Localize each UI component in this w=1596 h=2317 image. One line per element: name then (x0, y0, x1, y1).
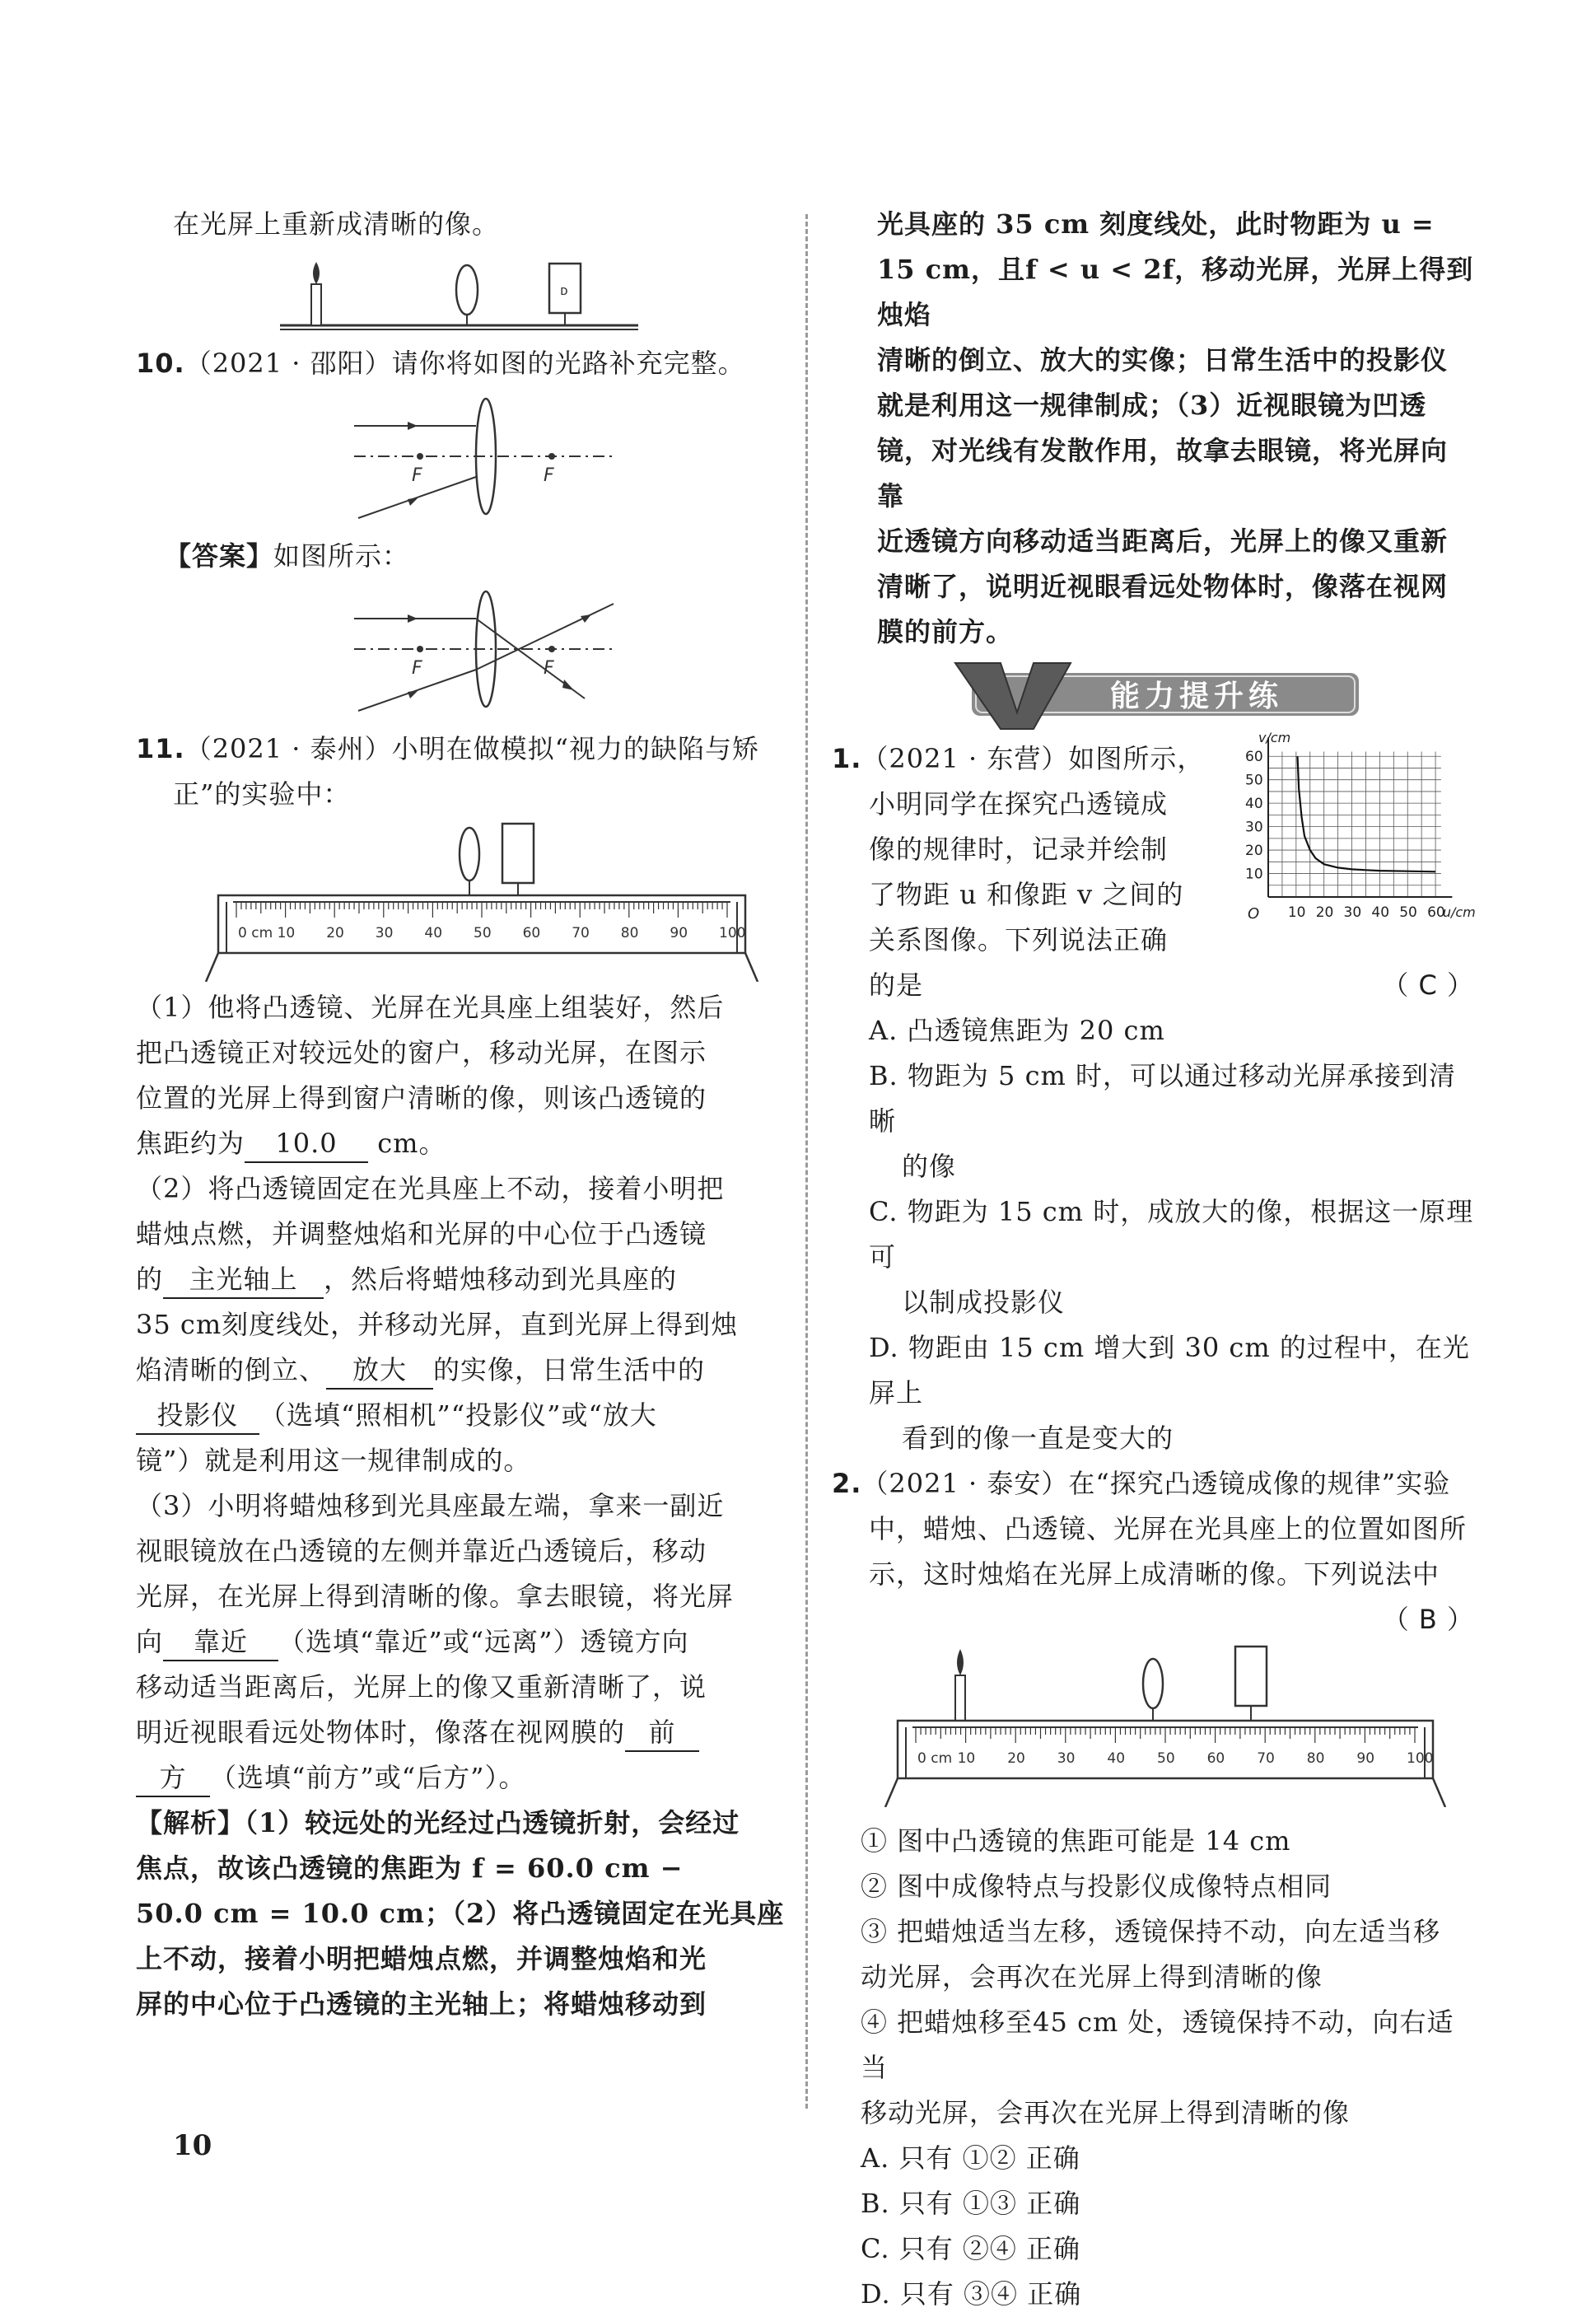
q11-part3-line5: 移动适当距离后，光屏上的像又重新清晰了，说 (136, 1671, 707, 1703)
q11-number: 11. (136, 733, 185, 764)
q11-analysis-line3: 50.0 cm = 10.0 cm；（2）将凸透镜固定在光具座 (136, 1898, 785, 1929)
x-tick-label: 10 (1287, 904, 1306, 921)
ruler-label: 10 (277, 925, 296, 941)
q11-part3-line2: 视眼镜放在凸透镜的左侧并靠近凸透镜后，移动 (136, 1535, 707, 1567)
q10-focus-label-right: F (544, 465, 554, 486)
analysis-cont-line3: 清晰的倒立、放大的实像；日常生活中的投影仪 (877, 344, 1449, 376)
ruler-label: 70 (1257, 1750, 1275, 1767)
ruler-label: 20 (326, 925, 344, 941)
q11-p2-line5-post: 的实像，日常生活中的 (433, 1354, 706, 1385)
q11-p1-pre: 焦距约为 (136, 1128, 245, 1159)
q2-statement-1: ① 图中凸透镜的焦距可能是 14 cm (861, 1825, 1291, 1857)
ruler-label: 30 (375, 925, 394, 941)
q1-line2: 小明同学在探究凸透镜成 (869, 788, 1169, 820)
q10-focus-label-left: F (412, 465, 422, 486)
ruler-label: 80 (1306, 1750, 1325, 1767)
ruler-label: 90 (1356, 1750, 1375, 1767)
left-column (136, 202, 795, 2027)
ruler-label: 0 cm (917, 1750, 953, 1767)
q11-part1-line4 (136, 1121, 795, 1166)
q2-number: 2. (832, 1468, 862, 1499)
ability-section-banner (832, 655, 1474, 733)
q11-p3-line6-pre: 明近视眼看远处物体时，像落在视网膜的 (136, 1717, 626, 1748)
uv-chart-grid (1268, 752, 1441, 897)
y-tick-label: 60 (1245, 749, 1263, 766)
q11-optical-bench (136, 817, 795, 982)
q1-answer: （ C ） (1382, 969, 1474, 1001)
y-tick-label: 50 (1245, 772, 1263, 789)
q2-optical-bench (832, 1642, 1474, 1807)
ruler-label: 90 (670, 925, 688, 941)
analysis-cont-line6: 近透镜方向移动适当距离后，光屏上的像又重新 (877, 526, 1449, 557)
q1-option-b-cont: 的像 (902, 1151, 957, 1182)
svg-text:F: F (544, 658, 554, 679)
q11-p1-post: cm。 (377, 1128, 446, 1159)
q10-answer (165, 534, 795, 579)
q11-part1-line1: （1）他将凸透镜、光屏在光具座上组装好，然后 (136, 992, 725, 1023)
y-tick-label: 40 (1245, 796, 1263, 813)
q2-statement-2: ② 图中成像特点与投影仪成像特点相同 (861, 1871, 1332, 1902)
y-tick-label: 10 (1245, 866, 1263, 883)
q11-answer-closer: 靠近 (163, 1623, 278, 1661)
q11-answer-magnified: 放大 (326, 1352, 433, 1390)
q1-option-d-cont: 看到的像一直是变大的 (902, 1422, 1174, 1454)
q11-part2-line4: 35 cm刻度线处，并移动光屏，直到光屏上得到烛 (136, 1309, 739, 1340)
q11-answer-front-b: 方 (136, 1759, 210, 1797)
ruler-label: 0 cm (238, 925, 273, 941)
q1-line6 (869, 963, 1474, 1008)
q10-answer-diagram (136, 579, 795, 723)
q2-text-1: （2021 · 泰安）在“探究凸透镜成像的规律”实验 (861, 1468, 1451, 1499)
q2-ruler-ticks (916, 1728, 1415, 1743)
right-column (832, 202, 1474, 2317)
q2-answer: （ B ） (1382, 1604, 1474, 1635)
q11-part3-line7 (136, 1755, 795, 1801)
q11-part2-line3 (136, 1257, 795, 1302)
q11-stem-line1 (136, 726, 795, 772)
q11-part2-line2: 蜡烛点燃，并调整烛焰和光屏的中心位于凸透镜 (136, 1218, 707, 1250)
q11-part2-line6 (136, 1393, 795, 1438)
origin-label: O (1248, 905, 1260, 923)
y-tick-label: 30 (1245, 819, 1263, 836)
q11-analysis-tag: 【解析】 (136, 1807, 245, 1838)
q2-line2: 中，蜡烛、凸透镜、光屏在光具座上的位置如图所 (869, 1513, 1468, 1544)
q11-part2-line7: 镜”）就是利用这一规律制成的。 (136, 1445, 531, 1476)
q11-answer-front-a: 前 (625, 1714, 699, 1752)
q1-line3: 像的规律时，记录并绘制 (869, 834, 1169, 865)
q2-option-c: C. 只有 ②④ 正确 (861, 2233, 1081, 2264)
q11-ruler-labels (238, 925, 745, 941)
q11-part1-line3: 位置的光屏上得到窗户清晰的像，则该凸透镜的 (136, 1082, 707, 1114)
page-number: 10 (173, 2129, 212, 2162)
analysis-cont-line7: 清晰了，说明近视眼看远处物体时，像落在视网 (877, 571, 1449, 602)
q2-ruler-labels (917, 1750, 1433, 1767)
ruler-label: 20 (1007, 1750, 1025, 1767)
q10-ray-diagram (136, 386, 795, 530)
analysis-cont-line5: 镜，对光线有发散作用，故拿去眼镜，将光屏向靠 (877, 435, 1449, 512)
ruler-label: 10 (957, 1750, 976, 1767)
ruler-label: 60 (1206, 1750, 1225, 1767)
analysis-cont-line4: 就是利用这一规律制成；（3）近视眼镜为凹透 (877, 390, 1427, 421)
q11-analysis-line5: 屏的中心位于凸透镜的主光轴上；将蜡烛移动到 (136, 1988, 707, 2020)
x-tick-label: 50 (1399, 904, 1417, 921)
q2-statement-3: ③ 把蜡烛适当左移，透镜保持不动，向左适当移 (861, 1916, 1441, 1947)
intro-line: 在光屏上重新成清晰的像。 (173, 208, 500, 240)
q10-answer-tag: 【答案】 (165, 540, 274, 572)
q11-p2-line6-post: （选填“照相机”“投影仪”或“放大 (259, 1399, 657, 1431)
q11-part2-line1: （2）将凸透镜固定在光具座上不动，接着小明把 (136, 1173, 725, 1204)
svg-text:F: F (412, 658, 422, 679)
ruler-label: 60 (522, 925, 541, 941)
svg-text:ᴅ: ᴅ (560, 283, 568, 298)
q2-statement-4-cont: 移动光屏，会再次在光屏上得到清晰的像 (861, 2097, 1351, 2128)
ruler-label: 100 (719, 925, 746, 941)
q10-answer-text: 如图所示： (273, 540, 410, 572)
q2-option-a: A. 只有 ①② 正确 (861, 2142, 1080, 2174)
q11-answer-projector: 投影仪 (136, 1397, 259, 1435)
y-axis-label: v/cm (1258, 730, 1291, 746)
ruler-label: 30 (1057, 1750, 1076, 1767)
optical-bench-figure-1 (136, 247, 795, 338)
q2-line1 (832, 1461, 1474, 1507)
q2-option-d: D. 只有 ③④ 正确 (861, 2278, 1082, 2310)
q2-block (832, 1461, 1474, 2317)
q1-option-c: C. 物距为 15 cm 时，成放大的像，根据这一原理可 (869, 1196, 1474, 1273)
q1-block (832, 730, 1476, 1461)
q10-stem (136, 341, 795, 386)
ruler-label: 100 (1407, 1750, 1434, 1767)
q1-number: 1. (832, 743, 862, 774)
analysis-cont-line2: 15 cm，且f < u < 2f，移动光屏，光屏上得到烛焰 (877, 254, 1474, 330)
q11-analysis-line2: 焦点，故该凸透镜的焦距为 f = 60.0 cm − (136, 1852, 684, 1884)
x-tick-label: 20 (1315, 904, 1334, 921)
analysis-cont-line8: 膜的前方。 (877, 616, 1014, 647)
x-tick-label: 40 (1371, 904, 1390, 921)
q11-p3-post: （选填“靠近”或“远离”）透镜方向 (278, 1626, 689, 1657)
x-tick-label: 30 (1343, 904, 1362, 921)
q11-analysis-line1 (136, 1801, 795, 1846)
q11-ruler-ticks (236, 903, 727, 918)
ruler-label: 50 (1157, 1750, 1175, 1767)
q2-option-b: B. 只有 ①③ 正确 (861, 2188, 1081, 2219)
ruler-label: 40 (1107, 1750, 1126, 1767)
q11-analysis-text-1: （1）较远处的光经过凸透镜折射，会经过 (245, 1807, 740, 1838)
q2-answer-row (832, 1597, 1474, 1642)
analysis-cont-line1: 光具座的 35 cm 刻度线处，此时物距为 u = (877, 208, 1435, 240)
q11-part2-line5 (136, 1348, 795, 1393)
q2-line3: 示，这时烛焰在光屏上成清晰的像。下列说法中 (869, 1558, 1440, 1590)
q11-part1-line2: 把凸透镜正对较远处的窗户，移动光屏，在图示 (136, 1037, 707, 1068)
ruler-label: 80 (620, 925, 639, 941)
q1-option-c-cont: 以制成投影仪 (902, 1287, 1066, 1318)
q11-p3-line7-post: （选填“前方”或“后方”）。 (210, 1762, 526, 1793)
q10-number: 10. (136, 348, 185, 379)
q1-line4: 了物距 u 和像距 v 之间的 (869, 879, 1184, 910)
q1-text-6: 的是 (869, 969, 924, 1001)
q11-stem-line2: 正”的实验中： (173, 778, 351, 810)
ruler-label: 40 (424, 925, 443, 941)
uv-chart (1219, 728, 1482, 942)
ruler-label: 70 (572, 925, 590, 941)
q11-answer-focal-length: 10.0 (245, 1125, 368, 1163)
q10-text: （2021 · 邵阳）请你将如图的光路补充完整。 (184, 348, 745, 379)
q2-statement-3-cont: 动光屏，会再次在光屏上得到清晰的像 (861, 1961, 1323, 1992)
q11-p2-post: ，然后将蜡烛移动到光具座的 (324, 1264, 678, 1295)
uv-curve (1298, 756, 1436, 871)
x-tick-label: 60 (1427, 904, 1445, 921)
banner-title: 能力提升练 (1110, 680, 1284, 713)
ruler-label: 50 (474, 925, 492, 941)
q11-text-1: （2021 · 泰州）小明在做模拟“视力的缺陷与矫 (184, 733, 760, 764)
x-axis-label: u/cm (1442, 904, 1476, 920)
q11-answer-axis: 主光轴上 (163, 1261, 324, 1299)
q11-p3-pre: 向 (136, 1626, 164, 1657)
q11-p2-pre: 的 (136, 1264, 164, 1295)
q1-option-b: B. 物距为 5 cm 时，可以通过移动光屏承接到清晰 (869, 1060, 1457, 1137)
y-tick-label: 20 (1245, 843, 1263, 860)
q11-p2-line5-pre: 焰清晰的倒立、 (136, 1354, 327, 1385)
column-divider (805, 214, 808, 2109)
q1-text-1: （2021 · 东营）如图所示， (861, 743, 1205, 774)
q11-part3-line1: （3）小明将蜡烛移到光具座最左端，拿来一副近 (136, 1490, 725, 1521)
q2-statement-4: ④ 把蜡烛移至45 cm 处，透镜保持不动，向右适当 (861, 2006, 1454, 2083)
q1-option-d: D. 物距由 15 cm 增大到 30 cm 的过程中，在光屏上 (869, 1332, 1470, 1408)
q11-analysis-line4: 上不动，接着小明把蜡烛点燃，并调整烛焰和光 (136, 1943, 707, 1974)
q1-line5: 关系图像。下列说法正确 (869, 924, 1169, 955)
q11-part3-line6 (136, 1710, 795, 1755)
q11-part3-line4 (136, 1619, 795, 1665)
q1-option-a: A. 凸透镜焦距为 20 cm (869, 1015, 1165, 1046)
q11-part3-line3: 光屏，在光屏上得到清晰的像。拿去眼镜，将光屏 (136, 1581, 735, 1612)
